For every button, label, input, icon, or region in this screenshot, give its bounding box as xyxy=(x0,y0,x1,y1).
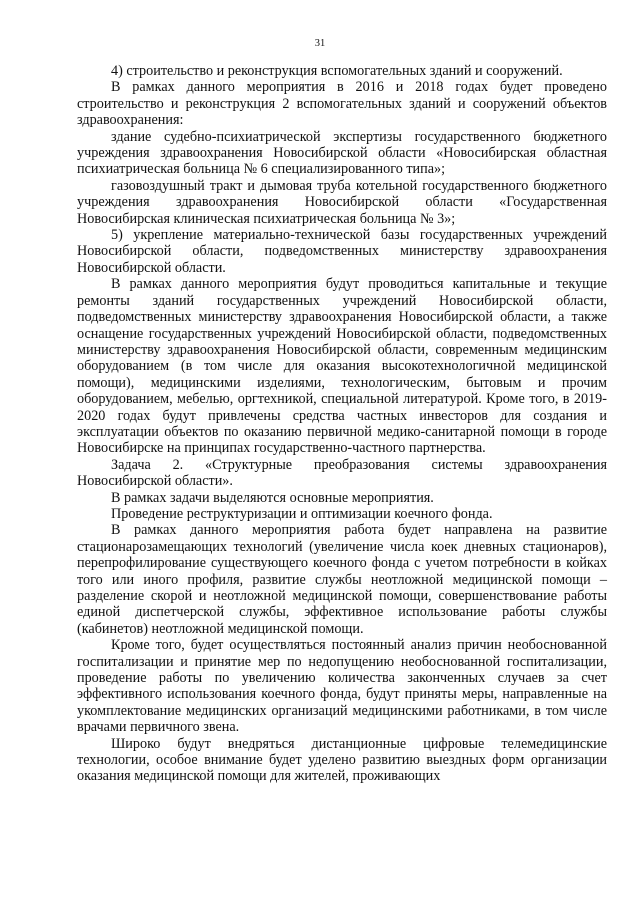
paragraph-construction-plan: В рамках данного мероприятия в 2016 и 2018 годах будет проведено строительство и реконструкция 2 вспомогательных зданий и сооружений объектов здравоохранения: xyxy=(77,79,607,129)
paragraph-bed-fund-optimization: Проведение реструктуризации и оптимизации коечного фонда. xyxy=(111,505,493,522)
paragraph-forensic-building: здание судебно-психиатрической экспертизы государственного бюджетного учреждения здравоохранения Новосибирской области «Новосибирская областная психиатрическая больница № 6 специализированного типа»; xyxy=(77,128,607,178)
paragraph-task-activities: В рамках задачи выделяются основные мероприятия. xyxy=(111,489,434,506)
paragraph-hospitalization-analysis: Кроме того, будет осуществляться постоянный анализ причин необоснованной госпитализации и принятие мер по недопущению необоснованной госпитализации, проведение работы по увеличению количества законченных случаев за счет эффективного использования коечного фонда, будут приняты меры, направленные на укомплектование медицинских организаций медицинскими работниками, в том числе врачами первичного звена. xyxy=(77,637,607,736)
paragraph-repairs-equipment: В рамках данного мероприятия будут проводиться капитальные и текущие ремонты зданий государственных учреждений Новосибирской области, подведомственных министерству здравоохранения Новосибирской области, а также оснащение государственных учреждений Новосибирской области, подведомственных министерству здравоохранения Новосибирской области, современным медицинским оборудованием (в том числе для оказания высокотехнологичной медицинской помощи), медицинскими изделиями, технологическим, бытовым и прочим оборудованием, мебелью, оргтехникой, специальной литературой. Кроме того, в 2019-2020 годах будут привлечены средства частных инвесторов для создания и эксплуатации объектов по оказанию первичной медико-санитарной помощи в городе Новосибирске на принципах государственно-частного партнерства. xyxy=(77,276,607,457)
paragraph-item-5: 5) укрепление материально-технической базы государственных учреждений Новосибирской области, подведомственных министерству здравоохранения Новосибирской области. xyxy=(77,227,607,276)
paragraph-inpatient-technologies: В рамках данного мероприятия работа будет направлена на развитие стационарозамещающих технологий (увеличение числа коек дневных стационаров), перепрофилирование существующего коечного фонда с учетом потребности в койках того или иного профиля, развитие службы неотложной медицинской помощи – разделение скорой и неотложной медицинской помощи, совершенствование работы единой диспетчерской службы, эффективное использование работы службы (кабинетов) неотложной медицинской помощи. xyxy=(77,522,607,637)
paragraph-telemedicine: Широко будут внедряться дистанционные цифровые телемедицинские технологии, особое внимание будет уделено развитию выездных форм организации оказания медицинской помощи для жителей, проживающих xyxy=(77,735,607,785)
page-number: 31 xyxy=(314,38,326,49)
paragraph-task-2-heading: Задача 2. «Структурные преобразования системы здравоохранения Новосибирской области». xyxy=(77,456,607,490)
paragraph-boiler-chimney: газовоздушный тракт и дымовая труба котельной государственного бюджетного учреждения здравоохранения Новосибирской области «Государственная Новосибирская клиническая психиатрическая больница № 3»; xyxy=(77,177,607,227)
paragraph-item-4: 4) строительство и реконструкция вспомогательных зданий и сооружений. xyxy=(111,63,563,79)
document-body xyxy=(77,63,607,785)
